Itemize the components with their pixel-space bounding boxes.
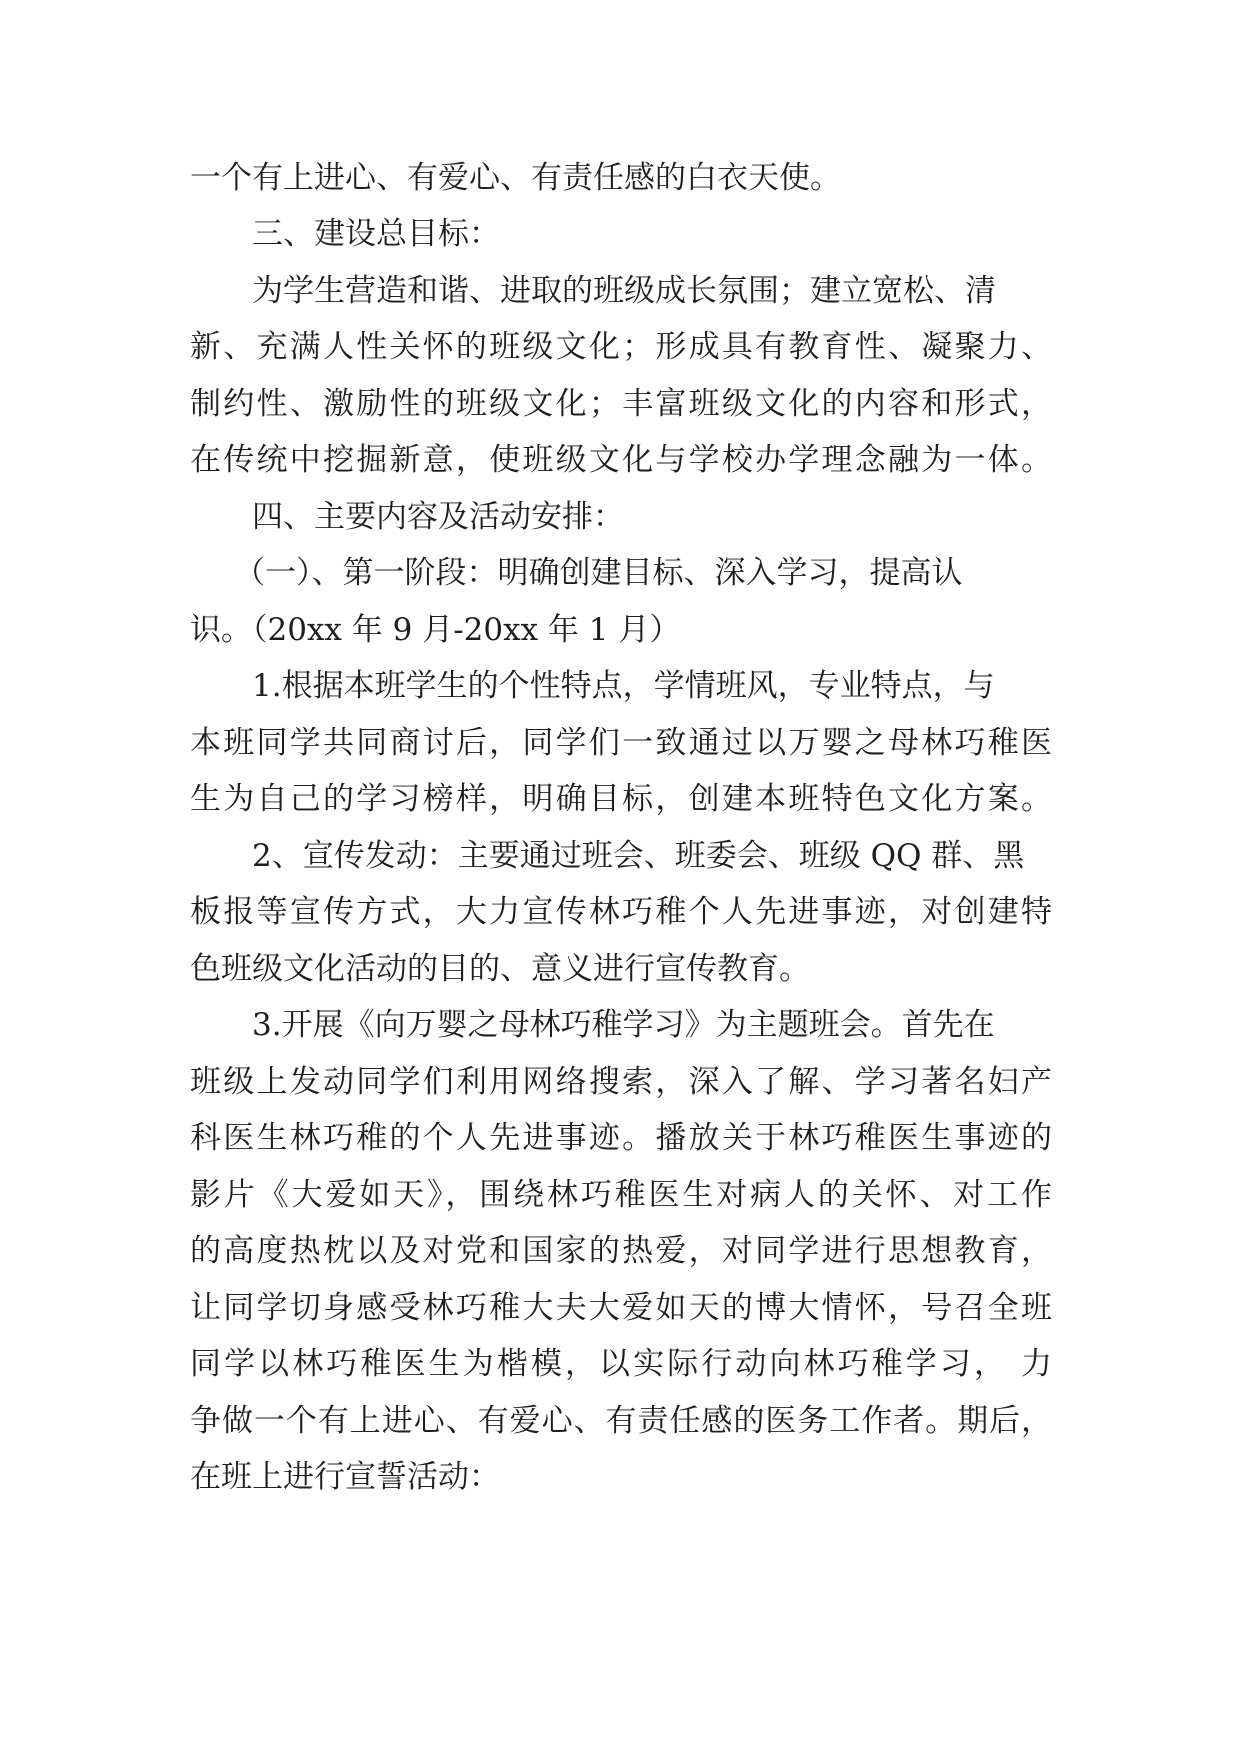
section-heading: 三、建设总目标：: [252, 216, 500, 252]
text-line: 让同学切身感受林巧稚大夫大爱如天的博大情怀，号召全班: [190, 1290, 1052, 1326]
text-line: 新、充满人性关怀的班级文化；形成具有教育性、凝聚力、: [190, 329, 1052, 365]
subsection-heading: （一）、第一阶段：明确创建目标、深入学习，提高认: [234, 555, 963, 591]
text-line: 色班级文化活动的目的、意义进行宣传教育。: [190, 951, 810, 987]
text-line: 的高度热枕以及对党和国家的热爱，对同学进行思想教育，: [190, 1233, 1052, 1269]
text-line: 3.开展《向万婴之母林巧稚学习》为主题班会。首先在: [252, 1007, 995, 1043]
text-line: 在班上进行宣誓活动：: [190, 1459, 500, 1495]
text-line: 板报等宣传方式，大力宣传林巧稚个人先进事迹，对创建特: [190, 894, 1052, 930]
text-line: 同学以林巧稚医生为楷模，以实际行动向林巧稚学习， 力: [190, 1346, 1052, 1382]
text-line: 一个有上进心、有爱心、有责任感的白衣天使。: [190, 160, 841, 196]
text-line: 本班同学共同商讨后，同学们一致通过以万婴之母林巧稚医: [190, 725, 1052, 761]
text-line: 1.根据本班学生的个性特点，学情班风，专业特点，与: [252, 668, 995, 704]
text-line: 班级上发动同学们利用网络搜索，深入了解、学习著名妇产: [190, 1064, 1052, 1100]
text-line: 为学生营造和谐、进取的班级成长氛围；建立宽松、清: [252, 273, 996, 309]
text-line: 生为自己的学习榜样，明确目标，创建本班特色文化方案。: [190, 781, 1052, 817]
text-line: 在传统中挖掘新意，使班级文化与学校办学理念融为一体。: [190, 442, 1052, 478]
text-line: 制约性、激励性的班级文化；丰富班级文化的内容和形式，: [190, 386, 1052, 422]
section-heading: 四、主要内容及活动安排：: [252, 499, 624, 535]
text-line: 2、宣传发动：主要通过班会、班委会、班级 QQ 群、黑: [252, 838, 1025, 874]
text-line: 影片《大爱如天》，围绕林巧稚医生对病人的关怀、对工作: [190, 1177, 1052, 1213]
text-line: 识。（20xx 年 9 月-20xx 年 1 月）: [190, 612, 681, 648]
text-line: 科医生林巧稚的个人先进事迹。播放关于林巧稚医生事迹的: [190, 1120, 1052, 1156]
text-line: 争做一个有上进心、有爱心、有责任感的医务工作者。期后，: [190, 1403, 1052, 1439]
